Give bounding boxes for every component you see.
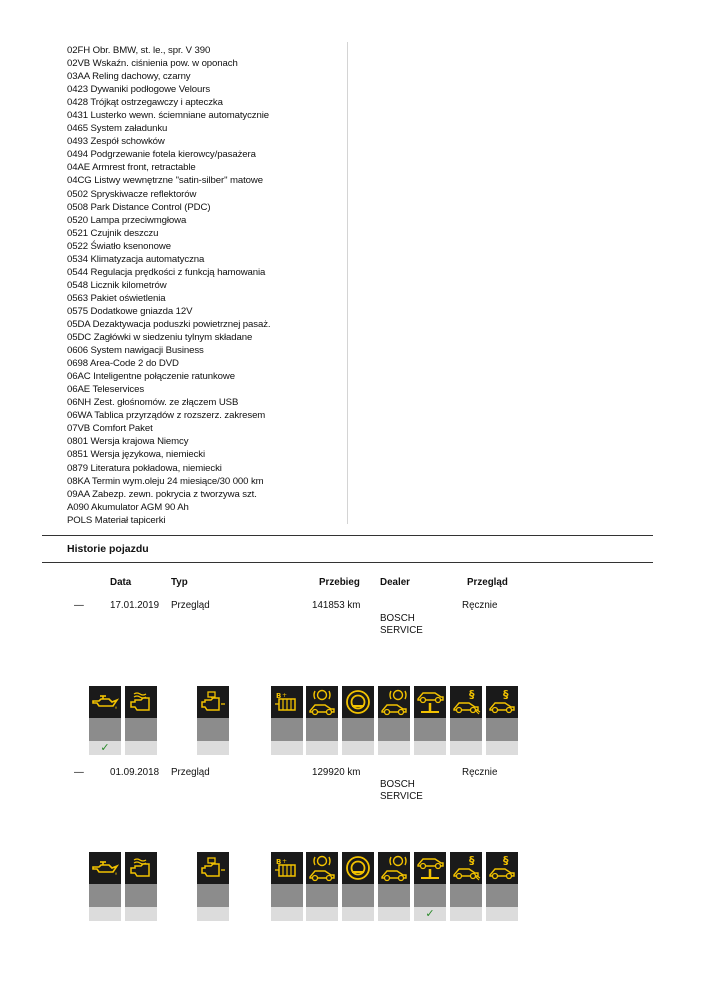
option-item: 0575 Dodatkowe gniazda 12V [67, 305, 193, 317]
service-tile-check [125, 741, 157, 755]
service-tile [197, 686, 229, 755]
entry-dealer-line2: SERVICE [380, 625, 423, 636]
service-tile [342, 686, 374, 755]
air-filter-icon [197, 686, 229, 718]
engine-filter-icon [125, 686, 157, 718]
option-item: 04AE Armrest front, retractable [67, 162, 196, 174]
engine-oil-icon [89, 686, 121, 718]
header-mileage: Przebieg [319, 577, 360, 588]
option-item: 0563 Pakiet oświetlenia [67, 292, 166, 304]
option-item: 08KA Termin wym.oleju 24 miesiące/30 000 km [67, 475, 264, 487]
option-item: 04CG Listwy wewnętrzne "satin-silber" matowe [67, 175, 263, 187]
service-tile-status [486, 718, 518, 741]
fuel-filter-icon [271, 852, 303, 884]
engine-filter-icon [125, 852, 157, 884]
service-tile-check [342, 741, 374, 755]
entry-dealer-line2: SERVICE [380, 791, 423, 802]
svg-text:§: § [469, 688, 475, 701]
service-tile-check [197, 907, 229, 921]
vehicle-inspection-icon [450, 852, 482, 884]
option-item: 0548 Licznik kilometrów [67, 279, 167, 291]
option-item: 0520 Lampa przeciwmgłowa [67, 214, 187, 226]
service-tile-check [486, 741, 518, 755]
svg-text:+: + [282, 692, 288, 699]
service-tile [306, 852, 338, 921]
section-title: Historie pojazdu [67, 543, 149, 555]
option-item: 07VB Comfort Paket [67, 423, 153, 435]
entry-date: 01.09.2018 [110, 767, 160, 778]
section-divider-top [42, 535, 653, 536]
emissions-inspection-icon [486, 686, 518, 718]
service-tile-check: ✓ [414, 907, 446, 921]
service-tile-status [125, 718, 157, 741]
rear-brakes-icon [378, 686, 410, 718]
front-brakes-icon [306, 852, 338, 884]
entry-mileage: 141853 km [312, 600, 361, 611]
vehicle-lift-icon [414, 852, 446, 884]
entry-mileage: 129920 km [312, 767, 361, 778]
service-tile-check [450, 741, 482, 755]
header-review: Przegląd [467, 577, 508, 588]
service-tile-status [271, 718, 303, 741]
service-tile-status [414, 884, 446, 907]
header-dealer: Dealer [380, 577, 410, 588]
header-type: Typ [171, 577, 188, 588]
entry-date: 17.01.2019 [110, 600, 160, 611]
svg-text:B: B [276, 858, 282, 866]
service-tile-check [342, 907, 374, 921]
option-item: 0493 Zespół schowków [67, 136, 165, 148]
option-item: 06WA Tablica przyrządów z rozszerz. zakresem [67, 410, 266, 422]
service-tile [378, 686, 410, 755]
column-divider [347, 42, 348, 524]
service-tile-check [271, 907, 303, 921]
option-item: 0879 Literatura pokładowa, niemiecki [67, 462, 222, 474]
service-tile-status [342, 718, 374, 741]
option-item: 0465 System załadunku [67, 123, 168, 135]
option-item: 0544 Regulacja prędkości z funkcją hamowania [67, 266, 266, 278]
entry-review: Ręcznie [462, 600, 498, 611]
service-tile-check [414, 741, 446, 755]
service-tile-status [89, 718, 121, 741]
entry-dealer-line1: BOSCH [380, 613, 415, 624]
service-tile [450, 686, 482, 755]
service-tile [125, 686, 157, 755]
service-tile-check [378, 741, 410, 755]
option-item: 02FH Obr. BMW, st. le., spr. V 390 [67, 45, 211, 56]
option-item: 05DC Zagłówki w siedzeniu tylnym składane [67, 332, 253, 344]
service-tile [271, 852, 303, 921]
brake-fluid-icon [342, 686, 374, 718]
option-item: 02VB Wskaźn. ciśnienia pow. w oponach [67, 58, 238, 70]
service-tile [342, 852, 374, 921]
service-tile [89, 686, 121, 755]
option-item: 0522 Światło ksenonowe [67, 240, 171, 252]
option-item: 05DA Dezaktywacja poduszki powietrznej pasaż. [67, 318, 271, 330]
service-tile-check [378, 907, 410, 921]
service-tile-check [486, 907, 518, 921]
section-divider-bottom [42, 562, 653, 563]
service-tile [378, 852, 410, 921]
service-tile [414, 852, 446, 921]
service-tile-status [414, 718, 446, 741]
service-tile [197, 852, 229, 921]
service-tile-status [306, 884, 338, 907]
brake-fluid-icon [342, 852, 374, 884]
service-tile-status [378, 718, 410, 741]
service-tile-check [450, 907, 482, 921]
service-tile [486, 686, 518, 755]
service-tile-check [306, 907, 338, 921]
service-tile-status [197, 718, 229, 741]
options-list [67, 44, 337, 527]
service-tile-status [378, 884, 410, 907]
option-item: 0502 Spryskiwacze reflektorów [67, 188, 197, 200]
option-item: 0698 Area-Code 2 do DVD [67, 358, 179, 370]
option-item: 0431 Lusterko wewn. ściemniane automatycznie [67, 110, 269, 122]
option-item: 0606 System nawigacji Business [67, 345, 204, 357]
front-brakes-icon [306, 686, 338, 718]
vehicle-inspection-icon [450, 686, 482, 718]
service-tile [271, 686, 303, 755]
option-item: A090 Akumulator AGM 90 Ah [67, 501, 189, 513]
svg-text:§: § [503, 854, 509, 867]
entry-toggle[interactable]: — [74, 767, 84, 778]
svg-text:§: § [469, 854, 475, 867]
service-tile-check [89, 907, 121, 921]
emissions-inspection-icon [486, 852, 518, 884]
service-tile [89, 852, 121, 921]
service-tile [450, 852, 482, 921]
entry-review: Ręcznie [462, 767, 498, 778]
service-tile [306, 686, 338, 755]
svg-text:+: + [282, 858, 288, 865]
service-tile-status [342, 884, 374, 907]
header-date: Data [110, 577, 132, 588]
service-tile-status [197, 884, 229, 907]
option-item: 0428 Trójkąt ostrzegawczy i apteczka [67, 97, 223, 109]
vehicle-lift-icon [414, 686, 446, 718]
entry-dealer-line1: BOSCH [380, 779, 415, 790]
service-tile-status [450, 718, 482, 741]
service-tile-check [125, 907, 157, 921]
svg-text:B: B [276, 692, 282, 700]
option-item: 0494 Podgrzewanie fotela kierowcy/pasażera [67, 149, 256, 161]
option-item: 03AA Reling dachowy, czarny [67, 71, 191, 83]
entry-toggle[interactable]: — [74, 600, 84, 611]
option-item: 0521 Czujnik deszczu [67, 227, 159, 239]
option-item: 09AA Zabezp. zewn. pokrycia z tworzywa szt. [67, 488, 257, 500]
service-tile [125, 852, 157, 921]
svg-text:§: § [503, 688, 509, 701]
service-tile-status [450, 884, 482, 907]
option-item: 06AE Teleservices [67, 384, 145, 396]
entry-type: Przegląd [171, 600, 210, 611]
option-item: 0534 Klimatyzacja automatyczna [67, 253, 205, 265]
option-item: 06AC Inteligentne połączenie ratunkowe [67, 371, 235, 383]
service-tile-status [271, 884, 303, 907]
engine-oil-icon [89, 852, 121, 884]
option-item: 0801 Wersja krajowa Niemcy [67, 436, 189, 448]
entry-type: Przegląd [171, 767, 210, 778]
service-tile-status [89, 884, 121, 907]
service-tile-check [271, 741, 303, 755]
rear-brakes-icon [378, 852, 410, 884]
option-item: 0423 Dywaniki podłogowe Velours [67, 84, 211, 96]
service-tile-status [486, 884, 518, 907]
option-item: 0851 Wersja językowa, niemiecki [67, 449, 206, 461]
service-tile-check [197, 741, 229, 755]
service-tile-check [306, 741, 338, 755]
option-item: 0508 Park Distance Control (PDC) [67, 201, 211, 213]
service-tile [414, 686, 446, 755]
service-tile-status [125, 884, 157, 907]
air-filter-icon [197, 852, 229, 884]
option-item: 06NH Zest. głośnomów. ze złączem USB [67, 397, 239, 409]
service-tile-status [306, 718, 338, 741]
service-tile-check: ✓ [89, 741, 121, 755]
option-item: POLS Materiał tapicerki [67, 514, 166, 526]
service-tile [486, 852, 518, 921]
fuel-filter-icon [271, 686, 303, 718]
